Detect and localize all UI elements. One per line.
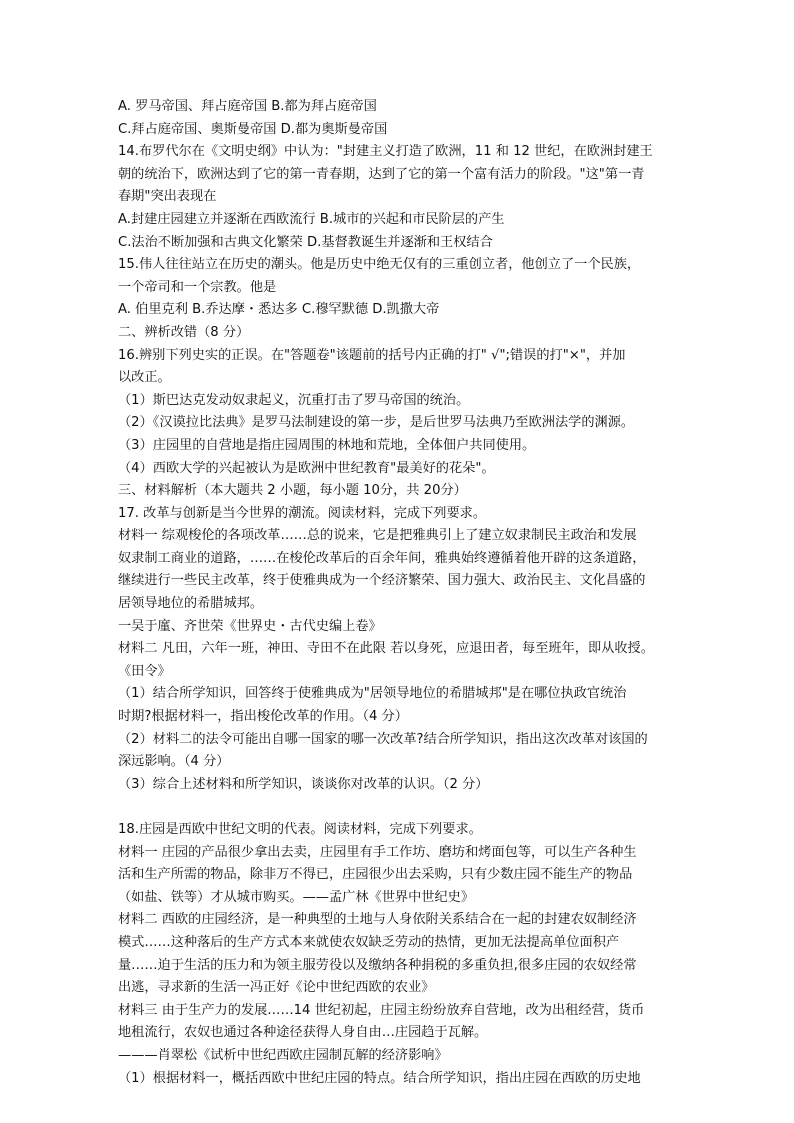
text-line: （4）西欧大学的兴起被认为是欧洲中世纪教育"最美好的花朵"。 [118, 460, 495, 476]
text-line: 量……迫于生活的压力和为领主服劳役以及缴纳各种捐税的多重负担,很多庄园的农奴经常 [118, 957, 637, 973]
text-line: 二、辨析改错（8 分） [118, 324, 250, 340]
text-line: 材料三 由于生产力的发展……14 世纪初起，庄园主纷纷放弃自营地，改为出租经营，货币 [118, 1002, 645, 1018]
text-line: （3）综合上述材料和所学知识，谈谈你对改革的认识。（2 分） [118, 776, 489, 792]
exam-page [118, 96, 688, 1090]
text-line: 春期"突出表现在 [118, 189, 217, 205]
text-line: A. 伯里克利 B.乔达摩・悉达多 C.穆罕默德 D.凯撒大帝 [118, 302, 440, 318]
text-line: C.法治不断加强和古典文化繁荣 D.基督教诞生并逐渐和王权结合 [118, 234, 493, 250]
text-line: 三、材料解析（本大题共 2 小题，每小题 10分，共 20分） [118, 483, 467, 499]
text-line: 17. 改革与创新是当今世界的潮流。阅读材料，完成下列要求。 [118, 505, 487, 521]
text-line: 活和生产所需的物品，除非万不得已，庄园很少出去采购，只有少数庄园不能生产的物品 [118, 867, 633, 883]
text-line: 15.伟人往往站立在历史的潮头。他是历史中绝无仅有的三重创立者，他创立了一个民族， [118, 257, 641, 273]
text-line: 模式……这种落后的生产方式本来就使农奴缺乏劳动的热情，更加无法提高单位面积产 [118, 934, 620, 950]
text-line: 朝的统治下，欧洲达到了它的第一青春期，达到了它的第一个富有活力的阶段。"这"第一青 [118, 166, 645, 182]
text-line: （1）斯巴达克发动奴隶起义，沉重打击了罗马帝国的统治。 [118, 392, 470, 408]
text-line: 《田令》 [118, 663, 171, 679]
text-line: 一个帝司和一个宗教。他是 [118, 279, 277, 295]
text-line: 以改正。 [118, 370, 171, 386]
text-line: （2）《汉谟拉比法典》是罗马法制建设的第一步，是后世罗马法典乃至欧洲法学的渊源。 [118, 415, 635, 431]
text-line: 居领导地位的希腊城邦。 [118, 596, 264, 612]
text-line: 地租流行，农奴也通过各种途径获得人身自由…庄园趋于瓦解。 [118, 1025, 488, 1041]
text-line: （1）根据材料一，概括西欧中世纪庄园的特点。结合所学知识，指出庄园在西欧的历史地 [118, 1070, 641, 1086]
text-line: 出逃，寻求新的生活一冯正好《论中世纪西欧的农业》 [118, 980, 435, 996]
text-line: 材料二 西欧的庄园经济，是一种典型的土地与人身依附关系结合在一起的封建农奴制经济 [118, 912, 637, 928]
text-line: 14.布罗代尔在《文明史纲》中认为："封建主义打造了欧洲，11 和 12 世纪，在欧洲封建王 [118, 144, 653, 160]
text-line: C.拜占庭帝国、奥斯曼帝国 D.都为奥斯曼帝国 [118, 121, 388, 137]
text-line: 材料一 综观梭伦的各项改革……总的说来，它是把雅典引上了建立奴隶制民主政治和发展 [118, 528, 637, 544]
text-line: （2）材料二的法令可能出自哪一国家的哪一次改革?结合所学知识，指出这次改革对该国的 [118, 731, 648, 747]
text-line: 材料二 凡田，六年一班，神田、寺田不在此限 若以身死，应退田者，每至班年，即从收授。 [118, 641, 654, 657]
text-line: A. 罗马帝国、拜占庭帝国 B.都为拜占庭帝国 [118, 99, 377, 114]
text-line: （1）结合所学知识，回答终于使雅典成为"居领导地位的希腊城邦"是在哪位执政官统治 [118, 686, 627, 702]
text-line: 继续进行一些民主改革，终于使雅典成为一个经济繁荣、国力强大、政治民主、文化昌盛的 [118, 573, 646, 589]
text-line: 16.辨别下列史实的正误。在"答题卷"该题前的括号内正确的打" √";错误的打"×"，并加 [118, 347, 626, 363]
text-line: （如盐、铁等）才从城市购买。——孟广林《世界中世纪史》 [118, 889, 475, 905]
text-line: 时期?根据材料一，指出梭伦改革的作用。（4 分） [118, 709, 408, 725]
text-line: 材料一 庄园的产品很少拿出去卖，庄园里有手工作坊、磨坊和烤面包等，可以生产各种生 [118, 844, 637, 860]
text-line: A.封建庄园建立并逐渐在西欧流行 B.城市的兴起和市民阶层的产生 [118, 211, 505, 227]
text-line: ———肖翠松《试析中世纪西欧庄园制瓦解的经济影响》 [118, 1047, 448, 1063]
blank-line [118, 796, 688, 819]
text-line: 18.庄园是西欧中世纪文明的代表。阅读材料，完成下列要求。 [118, 822, 482, 837]
text-line: 奴隶制工商业的道路，……在梭伦改革后的百余年间，雅典始终遵循着他开辟的这条道路， [118, 550, 646, 566]
text-line: （3）庄园里的自营地是指庄园周围的林地和荒地，全体佃户共同使用。 [118, 437, 536, 453]
text-line: 深远影响。（4 分） [118, 754, 230, 770]
text-line: 一吴于廑、齐世荣《世界史・古代史编上卷》 [118, 618, 382, 634]
